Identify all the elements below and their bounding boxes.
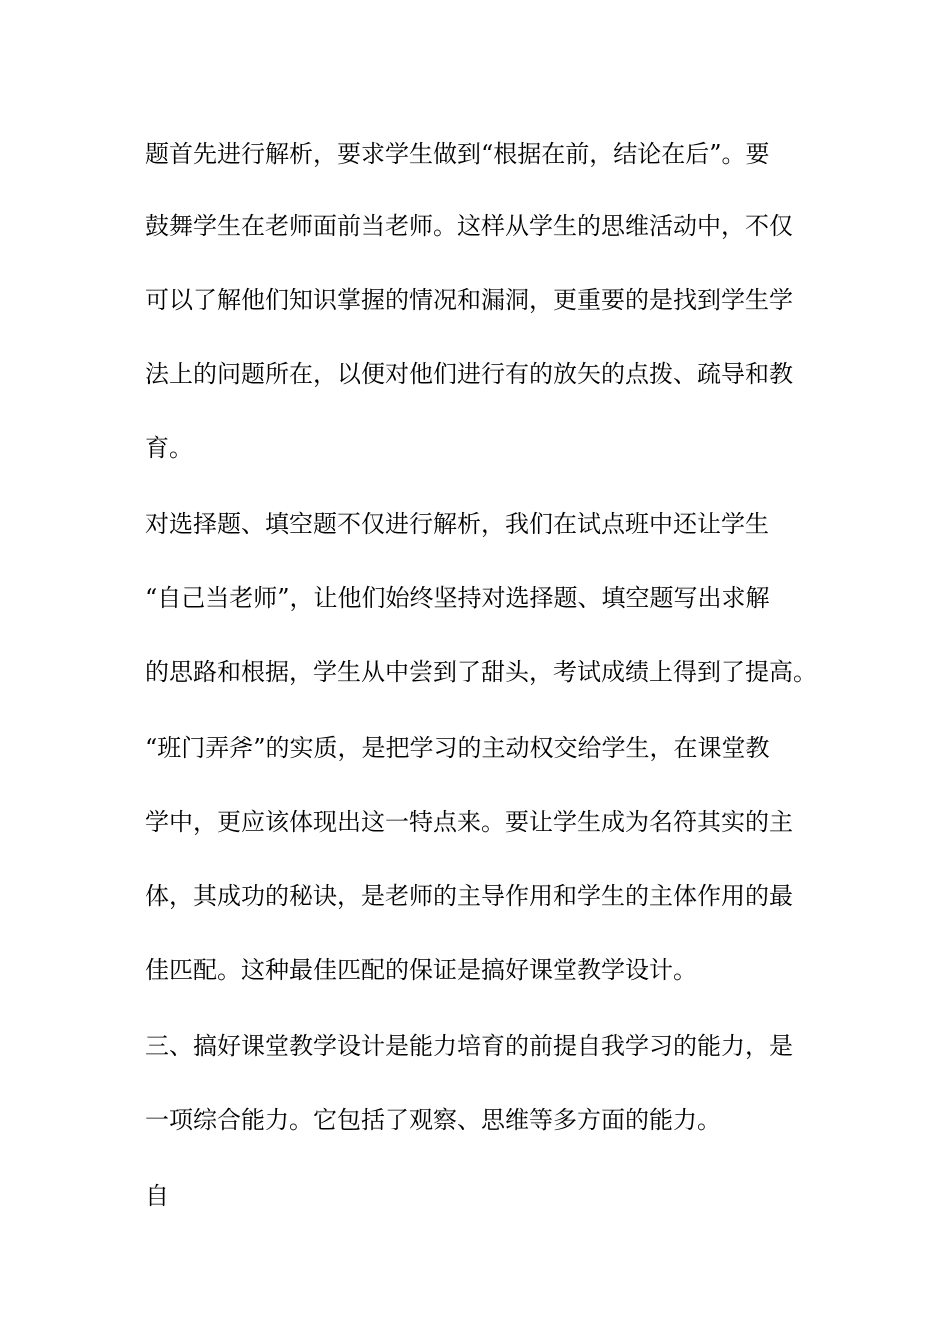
- text-line: 佳匹配。这种最佳匹配的保证是搞好课堂教学设计。: [145, 956, 697, 984]
- text-line: 三、搞好课堂教学设计是能力培育的前提自我学习的能力，是: [145, 1032, 793, 1060]
- text-line: 法上的问题所在，以便对他们进行有的放矢的点拨、疏导和教: [145, 360, 793, 388]
- text-line: 育。: [145, 434, 193, 462]
- text-line: “班门弄斧”的实质，是把学习的主动权交给学生，在课堂教: [145, 734, 770, 762]
- text-line: 鼓舞学生在老师面前当老师。这样从学生的思维活动中，不仅: [145, 212, 793, 240]
- text-line: 体，其成功的秘诀，是老师的主导作用和学生的主体作用的最: [145, 882, 793, 910]
- text-line: 自: [145, 1182, 169, 1210]
- text-line: 一项综合能力。它包括了观察、思维等多方面的能力。: [145, 1106, 721, 1134]
- text-line: 可以了解他们知识掌握的情况和漏洞，更重要的是找到学生学: [145, 286, 793, 314]
- text-line: “自己当老师”，让他们始终坚持对选择题、填空题写出求解: [145, 584, 770, 612]
- text-line: 的思路和根据，学生从中尝到了甜头，考试成绩上得到了提高。: [145, 658, 817, 686]
- text-line: 对选择题、填空题不仅进行解析，我们在试点班中还让学生: [145, 510, 769, 538]
- text-line: 学中，更应该体现出这一特点来。要让学生成为名符其实的主: [145, 808, 793, 836]
- text-line: 题首先进行解析，要求学生做到“根据在前，结论在后”。要: [145, 140, 770, 168]
